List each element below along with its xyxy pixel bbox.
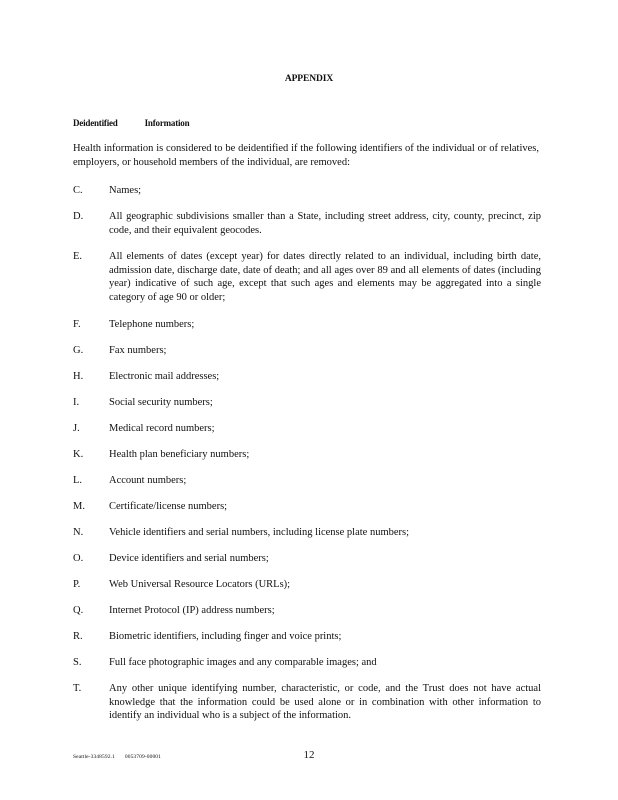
list-item-text: Social security numbers;	[109, 397, 213, 408]
list-item-letter: K.	[73, 449, 84, 460]
list-item-text: Device identifiers and serial numbers;	[109, 553, 269, 564]
section-label	[73, 118, 189, 128]
list-item-letter: O.	[73, 553, 84, 564]
list-item-letter: J.	[73, 423, 80, 434]
list-item-letter: I.	[73, 397, 80, 408]
list-item-letter: E.	[73, 251, 83, 262]
list-item-text: Full face photographic images and any comparable images; and	[109, 657, 377, 668]
list-item-text: Medical record numbers;	[109, 423, 215, 434]
section-label-word-2: Information	[144, 118, 190, 128]
list-item-text: Telephone numbers;	[109, 319, 195, 330]
page-heading: APPENDIX	[284, 74, 334, 84]
footer-doc-code: 0053709-00001	[124, 754, 162, 760]
list-item-letter: Q.	[73, 605, 84, 616]
list-item-letter: P.	[73, 579, 81, 590]
list-item-letter: G.	[73, 345, 84, 356]
list-item-letter: H.	[73, 371, 84, 382]
list-item-text: Health plan beneficiary numbers;	[109, 449, 250, 460]
page-number: 12	[303, 749, 315, 761]
footer-doc-id: Seattle-3348592.1	[73, 754, 115, 760]
list-item-letter: L.	[73, 475, 83, 486]
list-item-letter: M.	[73, 501, 85, 512]
list-item-text: Any other unique identifying number, characteristic, or code, and the Trust does not have actual knowledge that the information could be used alone or in combination with other information to identify an individual who is a subject of the information.	[109, 683, 541, 721]
list-item-text: All elements of dates (except year) for dates directly related to an individual, including birth date, admission date, discharge date, date of death; and all ages over 89 and all elements of dates (including year) indicative of such age, except that such ages and elements may be aggregated into a single category of age 90 or older;	[109, 251, 541, 303]
list-item-text: Internet Protocol (IP) address numbers;	[109, 605, 275, 616]
list-item-letter: F.	[73, 319, 81, 330]
list-item-text: Account numbers;	[109, 475, 187, 486]
list-item-letter: T.	[73, 683, 82, 694]
list-item-text: Names;	[109, 185, 142, 196]
list-item-text: Electronic mail addresses;	[109, 371, 220, 382]
list-item-text: Vehicle identifiers and serial numbers, including license plate numbers;	[109, 527, 410, 538]
list-item-text: Biometric identifiers, including finger and voice prints;	[109, 631, 342, 642]
list-item-letter: R.	[73, 631, 83, 642]
list-item-letter: N.	[73, 527, 84, 538]
intro-paragraph: Health information is considered to be deidentified if the following identifiers of the individual or of relatives, employers, or household members of the individual, are removed:	[73, 143, 539, 168]
section-label-word-1: Deidentified	[73, 118, 118, 128]
list-item-letter: D.	[73, 211, 84, 222]
list-item-text: Fax numbers;	[109, 345, 167, 356]
list-item-text: Web Universal Resource Locators (URLs);	[109, 579, 291, 590]
list-item-letter: C.	[73, 185, 83, 196]
list-item-letter: S.	[73, 657, 82, 668]
list-item-text: All geographic subdivisions smaller than a State, including street address, city, county, precinct, zip code, and their equivalent geocodes.	[109, 211, 541, 236]
list-item-text: Certificate/license numbers;	[109, 501, 228, 512]
